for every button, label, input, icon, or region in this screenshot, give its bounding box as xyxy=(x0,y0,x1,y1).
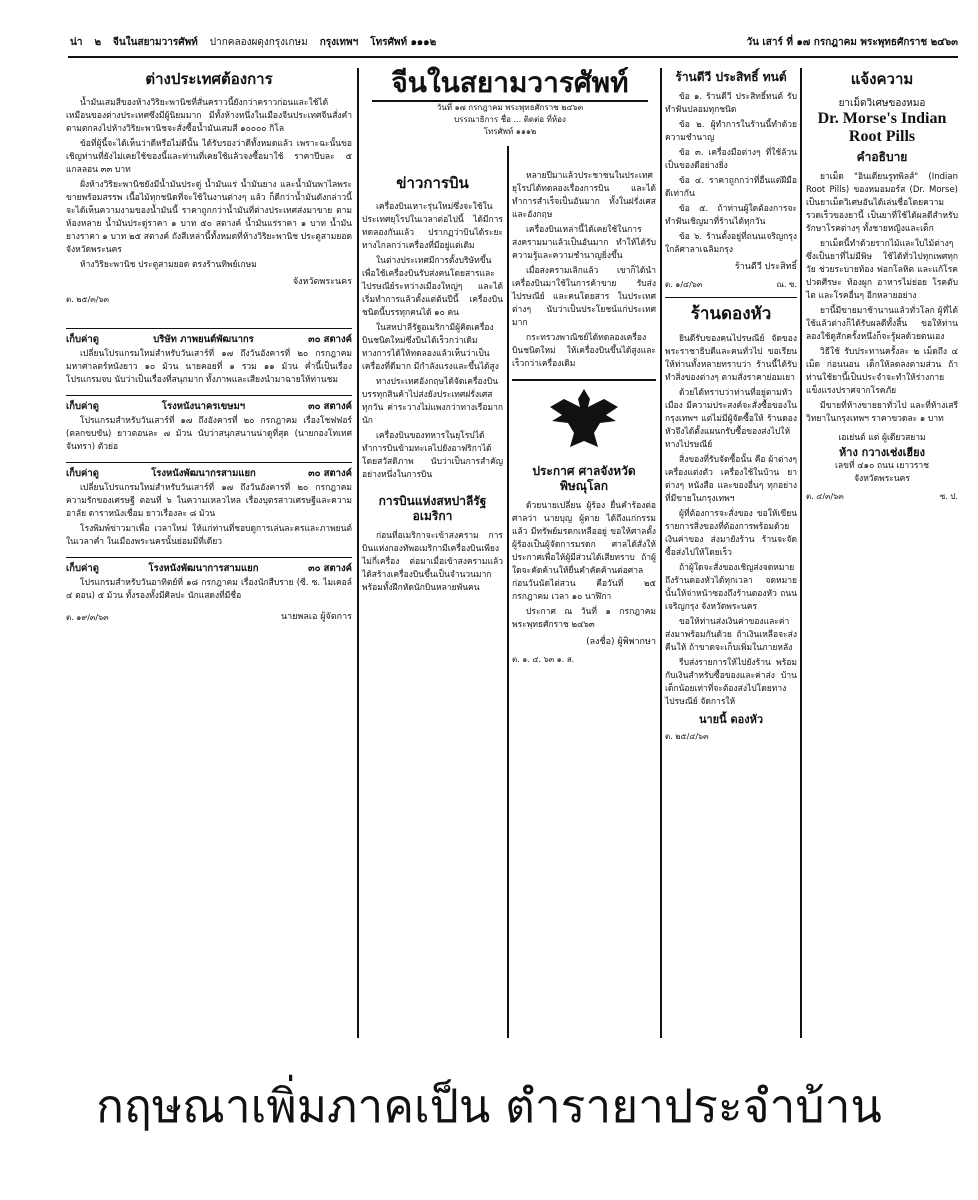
paragraph: ในสหปาลีรัฐอเมริกามีผู้คิดเครื่องบินชนิดใหม่ซึ่งบินได้เร็วกว่าเดิม ทางการได้ให้ทดลองแล้วเห็นว่าเป็นเครื่องที่ดีมาก มีกำลังแรงและขึ้นได้สูง xyxy=(362,323,499,372)
paragraph: ในต่างประเทศมีการตั้งบริษัทขึ้นเพื่อใช้เครื่องบินรับส่งคนโดยสารและไปรษณีย์ระหว่างเมืองใหญ่ๆ และได้เริ่มทำการแล้วตั้งแต่ต้นปีนี้ เครื่องบินชนิดนี้บรรทุกคนได้ ๑๐ คน xyxy=(362,256,503,318)
paragraph: เครื่องบินเหล่านี้ได้เคยใช้ในการสงครามมาแล้วเป็นอันมาก ทำให้ได้รับความรู้และความชำนาญยิ่งขึ้น xyxy=(512,225,656,261)
ad-ref: ซ. ป. xyxy=(939,492,958,501)
article-title: ข่าวการบิน xyxy=(396,174,469,192)
ad-name: โรงหนังพัฒนาการสามแยก xyxy=(148,563,259,574)
ad-label: เก็บค่าดู xyxy=(66,334,99,345)
page-header-left xyxy=(70,36,650,49)
ad-date: ต. ๒๕/๓/๖๓ xyxy=(66,295,110,304)
paragraph: เครื่องบินของทหารในยุโรปได้ทำการบินข้ามทะเลไปยังอาฟริกาได้โดยสวัสดิภาพ นับว่าเป็นการสำคัญอย่างหนึ่งในการบิน xyxy=(362,431,503,480)
paragraph: เครื่องบินเหาะรุ่นใหม่ซึ่งจะใช้ในประเทศยุโรปในเวลาต่อไปนี้ ได้มีการทดลองกันแล้ว ปรากฏว่าบินได้ระยะทางไกลกว่าเครื่องที่มีอยู่แต่เดิม xyxy=(362,202,503,251)
paragraph: ทางประเทศอังกฤษได้จัดเครื่องบินบรรทุกสินค้าไปส่งยังประเทศฝรั่งเศสทุกวัน ค่าระวางไม่แพงกว่าทางเรือมากนัก xyxy=(362,377,503,426)
notice-ref: ต. ๑. ๔. ๖๓ ๑. ส. xyxy=(512,655,575,664)
paragraph: ด้วยนายเปลี่ยน ผู้ร้อง ยื่นคำร้องต่อศาลว่า นายบุญ ผู้ตาย ได้ถึงแก่กรรมแล้ว มีทรัพย์มรดกเหลืออยู่ ขอให้ศาลตั้งผู้ร้องเป็นผู้จัดการมรดก ศาลได้สั่งให้ประกาศเพื่อให้ผู้มีส่วนได้เสียทราบ ถ้าผู้ใดจะคัดค้านให้ยื่นคำคัดค้านต่อศาลก่อนวันนัดไต่สวน คือวันที่ ๒๕ กรกฎาคม เวลา ๑๐ นาฬิกา xyxy=(512,501,656,602)
ad-label: เก็บค่าดู xyxy=(66,468,99,479)
masthead-line: บรรณาธิการ ชื่อ ... ติดต่อ ที่ห้อง xyxy=(454,115,566,124)
ad-text: เปลี่ยนโปรแกรมใหม่สำหรับวันเสาร์ที่ ๑๗ ถึงวันอังคารที่ ๒๐ กรกฎาคม ความรักของเศรษฐี ตอนที่ ๖ ในความเหลวไหล เรื่องบุตรสาวเศรษฐีและความอาลัย ดาราหนังเชื่อม ยาวเรื่องละ ๘ ม้วน xyxy=(66,483,352,519)
ad-subtitle: ยาเม็ดวิเศษของหมอ xyxy=(838,98,926,109)
page-number: ๒ xyxy=(94,37,102,48)
ad-text: เปลี่ยนโปรแกรมใหม่สำหรับวันเสาร์ที่ ๑๗ ถึงวันอังคารที่ ๒๐ กรกฎาคม มหาศาลตร์หนังยาว ๑๐ ม้วน นายคอยที่ ๑ รวม ๑๑ ม้วน ค่ำนี้เป็นเรื่องโปรแกรมจบ นับว่าเป็นเรื่องที่สนุกมาก ทั้งภาพและเสียงนำมาฉายให้ท่านชม xyxy=(66,349,352,385)
ad-title: ร้านดองหัว xyxy=(690,304,772,324)
column-divider xyxy=(357,68,359,1038)
column-divider xyxy=(660,68,662,1038)
ad-text: โปรแกรมสำหรับวันอาทิตย์ที่ ๑๘ กรกฎาคม เรื่องนักสืบราย (ซี. ซ. ไมเคอล์ ๔ ตอน) ๕ ม้วน ทั้งรองทั้งมีศิลปะ นักแสดงที่มีชื่อ xyxy=(66,578,352,601)
masthead-title: จีนในสยามวารศัพท์ xyxy=(372,66,648,102)
ad-label: เก็บค่าดู xyxy=(66,563,99,574)
foreign-demand-column xyxy=(66,66,352,624)
page-header-date xyxy=(668,36,958,49)
paragraph: ฝั่งห้างวิริยะพานิชยังมีน้ำมันประดู่ น้ำมันแร่ น้ำมันยาง และน้ำมันพาไลพระ ขายพร้อมสรรพ เนื้อไม้ทุกชนิดที่จะใช้ในงานต่างๆ แล้ว ก็ดีกว่าน้ำมันดังกล่าวนี้จะได้เห็นความงามของน้ำมันนี้ ราคาถูกกว่าน้ำมันที่ต่างประเทศส่งมาขาย ตามห้องหลาย น้ำมันประดู่ราคา ๑ บาท ๕๐ สตางค์ น้ำมันแร่ราคา ๑ บาท น้ำมันยางราคา ๑ บาท ๒๕ สตางค์ ถังสีเหล่านี้ทั้งหมดที่ห้างวิริยะพานิช ประตูสามยอด จังหวัดพระนคร xyxy=(66,180,352,255)
bottom-banner-headline: กฤษณาเพิ่มภาคเป็น ตำรายาประจำบ้าน xyxy=(96,1079,882,1133)
paragraph: ยาเม็ด "อินเดียนรูทพิลส์" (Indian Root Pills) ของหมอมอร์ส (Dr. Morse) เป็นยาเม็ดวิเศษอันได้เล่นชื่อโดยความรวดเร็วของยานี้ เป็นยาที่ใช้ได้ผลดีสำหรับรักษาโรคต่างๆ ทั้งชายหญิงและเด็ก xyxy=(806,172,958,234)
cinema-ad xyxy=(66,462,352,549)
list-item: ข้อ ๖. ร้านตั้งอยู่ที่ถนนเจริญกรุง ใกล้ศาลาเฉลิมกรุง xyxy=(665,232,797,255)
ad-name: โรงหนังนาครเขษมฯ xyxy=(161,401,246,412)
cinema-ad xyxy=(66,328,352,387)
news-and-notice-column xyxy=(512,170,656,666)
paragraph: ยาเม็ดนี้ทำด้วยรากไม้และใบไม้ต่างๆ ซึ่งเป็นยาที่ไม่มีพิษ ใช้ได้ทั่วไปทุกเพศทุกวัย ช่วยระบายท้อง ฟอกโลหิต และแก้โรคปวดศีรษะ ท้องผูก อาหารไม่ย่อย โรคตับ ไต และโรคอื่นๆ อีกหลายอย่าง xyxy=(806,239,958,301)
agent-name: ห้าง กวางเช่งเฮียง xyxy=(839,446,925,459)
ad-title: แจ้งความ xyxy=(850,70,914,88)
paragraph: ถ้าผู้ใดจะสั่งของเชิญส่งจดหมายถึงร้านดองหัวได้ทุกเวลา จดหมายนั้นให้จ่าหน้าซองถึงร้านดองหัว ถนนเจริญกรุง จังหวัดพระนคร xyxy=(665,563,797,612)
product-name: Dr. Morse's Indian Root Pills xyxy=(817,110,947,145)
paragraph: วิธีใช้ รับประทานครั้งละ ๒ เม็ดถึง ๔ เม็ด ก่อนนอน เด็กให้ลดลงตามส่วน ถ้าท่านใช้ยานี้เป็นประจำจะทำให้ร่างกายแข็งแรงปราศจากโรคภัย xyxy=(806,347,958,396)
list-item: ข้อ ๔. ราคาถูกกว่าที่อื่นแต่ฝีมือดีเท่ากัน xyxy=(665,176,797,199)
paragraph: กระทรวงพาณิชย์ได้ทดลองเครื่องบินชนิดใหม่ ให้เครื่องบินขึ้นได้สูงและเร็วกว่าเครื่องเดิม xyxy=(512,333,656,369)
masthead-line: วันที่ ๑๗ กรกฎาคม พระพุทธศักราช ๒๔๖๓ xyxy=(436,103,584,112)
signature: ร้านดีวี ประสิทธิ์ xyxy=(734,262,797,272)
list-item: ข้อ ๒. ผู้ทำการในร้านนี้ทำด้วยความชำนาญ xyxy=(665,120,797,143)
paragraph: มีขายที่ห้างขายยาทั่วไป และที่ห้างเสรีวิทยาในกรุงเทพฯ ราคาขวดละ ๑ บาท xyxy=(806,401,958,424)
section-heading: คำอธิบาย xyxy=(856,150,908,164)
paper-name: จีนในสยามวารศัพท์ xyxy=(113,37,198,48)
ad-date: ต. ๒๕/๔/๖๓ xyxy=(665,732,709,741)
header-rule xyxy=(68,56,958,58)
column-divider xyxy=(507,146,509,1038)
paragraph: ด้วยได้ทราบว่าท่านที่อยู่ตามหัวเมือง มีความประสงค์จะสั่งซื้อของในกรุงเทพฯ แต่ไม่มีผู้จัดซื้อให้ ร้านดองหัวจึงได้ตั้งแผนกรับซื้อของส่งไปให้ทางไปรษณีย์ xyxy=(665,388,797,450)
column-divider xyxy=(800,68,802,1038)
page-label: น่า xyxy=(70,37,83,48)
city: กรุงเทพฯ xyxy=(319,37,359,48)
ad-label: เก็บค่าดู xyxy=(66,401,99,412)
shop-column xyxy=(665,66,797,743)
paragraph: น้ำมันเสมสีของห้างวิริยะพานิชที่สั่นคราวนี้ยังกว่าคราวก่อนและใช้ได้เหมือนของต่างประเทศซึ่งมีผู้นิยมมาก มีทั้งห้างหนึ่งในเมืองจีนประเทศจีนสั่งคำตามตกลงไปห้างวิริยะพานิชจะสั่งซื้อน้ำมันเสมสี ๑๐๐๐๐ กิโล xyxy=(66,98,352,134)
phone: โทรศัพท์ ๑๑๑๒ xyxy=(370,37,437,48)
paragraph: ข้อที่ผู้นี้จะได้เห็นว่าดีหรือไม่ดีนั้น ได้รับรองว่าดีทั้งหมดแล้ว เพราะฉะนั้นขอเชิญท่านที่ยังไม่เคยใช้ของนี้และท่านที่เคยใช้แล้วจงซื้อมาใช้ ราคาปีบละ ๕ แกลลอน ๓๓ บาท xyxy=(66,139,352,175)
list-item: ข้อ ๑. ร้านดีวี ประสิทธิ์ทนต์ รับทำฟันปลอมทุกชนิด xyxy=(665,92,797,115)
agent-address: เลขที่ ๔๑๐ ถนน เยาวราช xyxy=(835,461,929,471)
paragraph: หลายปีมาแล้วประชาชนในประเทศยุโรปได้ทดลองเรื่องการบิน และได้ทำการสำเร็จเป็นอันมาก ทั้งในฝรั่งเศสและอังกฤษ xyxy=(512,171,656,220)
notice-date: ประกาศ ณ วันที่ ๑ กรกฎาคม พระพุทธศักราช ๒๔๖๓ xyxy=(512,607,656,630)
garuda-emblem-icon xyxy=(512,385,656,460)
paragraph: ผู้ที่ต้องการจะสั่งของ ขอให้เขียนรายการสิ่งของที่ต้องการพร้อมด้วยเงินค่าของ ส่งมายังร้าน ร้านจะจัดซื้อส่งไปให้โดยเร็ว xyxy=(665,509,797,558)
paragraph: เมื่อสงครามเลิกแล้ว เขาก็ได้นำเครื่องบินมาใช้ในการค้าขาย รับส่งไปรษณีย์ และคนโดยสาร ในประเทศต่างๆ นับว่าเป็นประโยชน์แก่ประเทศมาก xyxy=(512,266,656,328)
paragraph: ห้างวิริยะพานิช ประตูสามยอด ตรงร้านทิพย์เกษม xyxy=(80,260,257,270)
ad-text: โรงพิมพ์ข่าวมาเพื่อ เวลาใหม่ ให้แก่ท่านที่ชอบดูการเล่นละครและภาพยนต์ในเวลาค่ำ ในเมืองพระนครนั้นย่อมมีที่เดียว xyxy=(66,524,352,547)
signature: นายนี้ ดองหัว xyxy=(698,713,764,726)
signature: (ลงชื่อ) ผู้พิพากษา xyxy=(586,637,656,647)
agent-label: เอเย่นต์ แต่ ผู้เดียวสยาม xyxy=(838,433,926,443)
paragraph: ขอให้ท่านส่งเงินค่าของและค่าส่งมาพร้อมกันด้วย ถ้าเงินเหลือจะส่งคืนให้ ถ้าขาดจะเก็บเพิ่มในภายหลัง xyxy=(665,617,797,653)
paragraph: ก่อนที่อเมริกาจะเข้าสงคราม การบินแห่งกองทัพอเมริกามีเครื่องบินเพียงไม่กี่เครื่อง ต่อมาเมื่อเข้าสงครามแล้วได้สร้างเครื่องบินขึ้นเป็นจำนวนมาก พร้อมทั้งฝึกหัดนักบินหลายพันคน xyxy=(362,531,503,593)
list-item: ข้อ ๓. เครื่องมือต่างๆ ที่ใช้ล้วนเป็นของดีอย่างยิ่ง xyxy=(665,148,797,171)
ad-price: ๓๐ สตางค์ xyxy=(308,334,352,345)
ad-price: ๓๐ สตางค์ xyxy=(308,468,352,479)
paragraph: สิ่งของที่รับจัดซื้อนั้น คือ ผ้าต่างๆ เครื่องแต่งตัว เครื่องใช้ในบ้าน ยาต่างๆ หนังสือ และของอื่นๆ ทุกอย่างที่มีขายในกรุงเทพฯ xyxy=(665,455,797,504)
paragraph: ยินดีรับของคนไปรษณีย์ จัดของพระราชาธิบดีและคนทั่วไป ขอเรียนให้ท่านทั้งหลายทราบว่า ร้านนี้ได้รับทำสิ่งของต่างๆ ตามสั่งราคาย่อมเยา xyxy=(665,334,797,383)
cinema-ad xyxy=(66,557,352,624)
paragraph: ยานี้มีขายมาช้านานแล้วทั่วโลก ผู้ที่ได้ใช้แล้วต่างก็ได้รับผลดีทั้งสิ้น ขอให้ท่านลองใช้ดูสักครั้งหนึ่งก็จะรู้ผลด้วยตนเอง xyxy=(806,306,958,342)
masthead-line: โทรศัพท์ ๑๑๑๒ xyxy=(483,127,537,136)
aviation-news-column xyxy=(362,170,503,597)
ad-text: โปรแกรมสำหรับวันเสาร์ที่ ๑๗ ถึงอังคารที่ ๒๐ กรกฎาคม เรื่องโชฟฟอร์ (ตลกขบขัน) ยาวตอนละ ๗ ม้วน นับว่าสนุกสนานน่าดูที่สุด (นายกองโทเทศจันทรา) ตัวย่อ xyxy=(66,416,352,452)
address: ปากคลองผดุงกรุงเกษม xyxy=(209,37,308,48)
ad-title: ร้านดีวี ประสิทธิ์ ทนต์ xyxy=(675,70,787,84)
issue-date: วัน เสาร์ ที่ ๑๗ กรกฎาคม พระพุทธศักราช ๒๔๖๓ xyxy=(746,37,958,48)
agent-province: จังหวัดพระนคร xyxy=(854,474,910,484)
ad-date: ต. ๑๙/๓/๖๓ xyxy=(66,613,109,622)
masthead xyxy=(372,66,648,138)
article-title: การบินแห่งสหปาลีรัฐอเมริกา xyxy=(378,494,487,523)
signature: จังหวัดพระนคร xyxy=(292,277,352,287)
list-item: ข้อ ๕. ถ้าท่านผู้ใดต้องการจะทำฟันเชิญมาที่ร้านได้ทุกวัน xyxy=(665,204,797,227)
ad-date: ต. ๔/๓/๖๓ xyxy=(806,492,844,501)
signature: นายพลเอ ผู้จัดการ xyxy=(281,612,352,622)
ad-date: ต. ๑/๔/๖๓ xyxy=(665,280,703,289)
paragraph: รีบส่งรายการให้ไปยังร้าน พร้อมกับเงินสำหรับซื้อของและค่าส่ง บ้านเด็กน้อยเท่าที่จะต้องส่งไปโดยทางไปรษณีย์ จัดการให้ xyxy=(665,658,797,707)
ad-name: บริษัท ภาพยนต์พัฒนากร xyxy=(153,334,254,345)
pills-ad-column xyxy=(806,66,958,503)
ad-ref: ณ. ซ. xyxy=(776,280,797,289)
ad-price: ๓๐ สตางค์ xyxy=(308,563,352,574)
ad-name: โรงหนังพัฒนากรสามแยก xyxy=(151,468,256,479)
ad-price: ๓๐ สตางค์ xyxy=(308,401,352,412)
article-title: ต่างประเทศต้องการ xyxy=(145,70,273,88)
cinema-ad xyxy=(66,395,352,454)
notice-title: ประกาศ ศาลจังหวัดพิษณุโลก xyxy=(532,464,636,493)
